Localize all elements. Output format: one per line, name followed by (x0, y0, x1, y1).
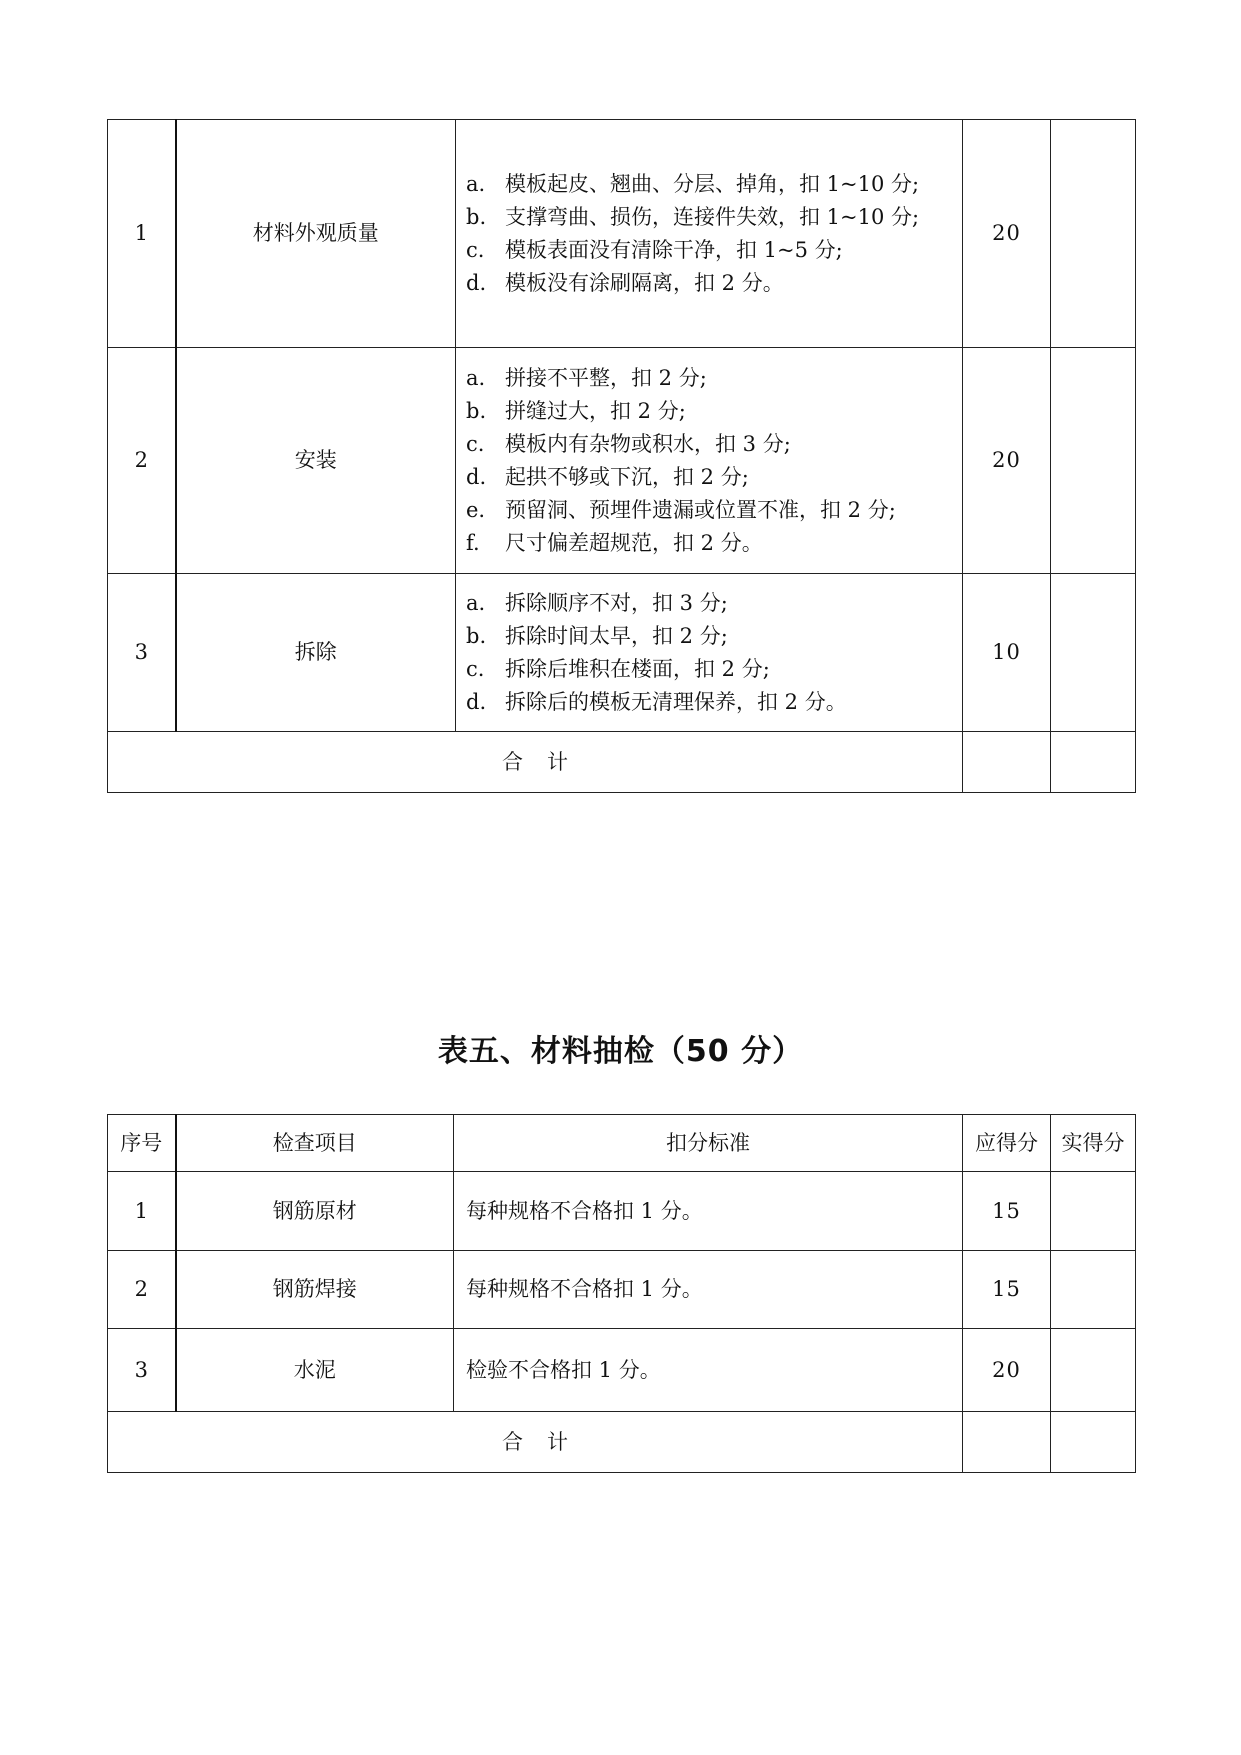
table-row (108, 1329, 1136, 1412)
criteria-text: 尺寸偏差超规范，扣 2 分。 (505, 530, 763, 555)
check-item: 水泥 (176, 1329, 454, 1412)
material-inspection-table (107, 1114, 1136, 1473)
criteria-text: 拆除时间太早，扣 2 分; (505, 623, 728, 648)
criteria-line (466, 234, 948, 267)
deduction-criteria: 检验不合格扣 1 分。 (454, 1329, 963, 1412)
criteria-letter: b. (466, 204, 487, 229)
actual-score[interactable] (1051, 348, 1136, 574)
criteria-text: 模板起皮、翘曲、分层、掉角，扣 1~10 分; (505, 171, 920, 196)
criteria-text: 拼接不平整，扣 2 分; (505, 365, 707, 390)
criteria-line (466, 686, 948, 719)
actual-score[interactable] (1051, 1251, 1136, 1329)
criteria-letter: d. (466, 270, 487, 295)
criteria-letter: c. (466, 431, 485, 456)
deduction-criteria (456, 120, 963, 348)
check-item: 钢筋原材 (176, 1172, 454, 1251)
criteria-text: 拆除后堆积在楼面，扣 2 分; (505, 656, 770, 681)
check-item: 钢筋焊接 (176, 1251, 454, 1329)
criteria-letter: b. (466, 398, 487, 423)
header-check-item: 检查项目 (176, 1115, 454, 1172)
criteria-letter: a. (466, 171, 486, 196)
criteria-text: 起拱不够或下沉，扣 2 分; (505, 464, 749, 489)
table-row (108, 348, 1136, 574)
header-criteria: 扣分标准 (454, 1115, 963, 1172)
deduction-criteria (456, 574, 963, 732)
total-label: 合计 (502, 1429, 592, 1454)
row-number: 1 (108, 1172, 176, 1251)
row-number: 1 (108, 120, 176, 348)
criteria-line (466, 494, 948, 527)
total-row (108, 732, 1136, 793)
table-row (108, 1172, 1136, 1251)
total-actual-score[interactable] (1051, 1412, 1136, 1473)
criteria-text: 模板内有杂物或积水，扣 3 分; (505, 431, 791, 456)
criteria-letter: b. (466, 623, 487, 648)
criteria-text: 模板没有涂刷隔离，扣 2 分。 (505, 270, 784, 295)
formwork-scoring-table (107, 119, 1136, 793)
criteria-letter: d. (466, 689, 487, 714)
header-max-score: 应得分 (963, 1115, 1051, 1172)
actual-score[interactable] (1051, 1329, 1136, 1412)
deduction-criteria (456, 348, 963, 574)
table-row (108, 1251, 1136, 1329)
criteria-text: 拼缝过大，扣 2 分; (505, 398, 686, 423)
criteria-line (466, 653, 948, 686)
table-row (108, 574, 1136, 732)
criteria-line (466, 201, 948, 234)
max-score: 15 (963, 1172, 1051, 1251)
max-score: 20 (963, 348, 1051, 574)
criteria-line (466, 362, 948, 395)
actual-score[interactable] (1051, 574, 1136, 732)
total-max-score (963, 732, 1051, 793)
criteria-letter: d. (466, 464, 487, 489)
total-label-cell (108, 1412, 963, 1473)
max-score: 15 (963, 1251, 1051, 1329)
criteria-letter: c. (466, 237, 485, 262)
row-number: 3 (108, 1329, 176, 1412)
check-item: 拆除 (176, 574, 456, 732)
deduction-criteria: 每种规格不合格扣 1 分。 (454, 1251, 963, 1329)
check-item: 安装 (176, 348, 456, 574)
check-item: 材料外观质量 (176, 120, 456, 348)
criteria-letter: e. (466, 497, 486, 522)
criteria-line (466, 395, 948, 428)
row-number: 2 (108, 348, 176, 574)
deduction-criteria: 每种规格不合格扣 1 分。 (454, 1172, 963, 1251)
max-score: 20 (963, 120, 1051, 348)
criteria-text: 模板表面没有清除干净，扣 1~5 分; (505, 237, 843, 262)
total-label: 合计 (502, 749, 592, 774)
criteria-line (466, 428, 948, 461)
max-score: 10 (963, 574, 1051, 732)
criteria-text: 拆除顺序不对，扣 3 分; (505, 590, 728, 615)
criteria-line (466, 267, 948, 300)
criteria-line (466, 461, 948, 494)
section-title: 表五、材料抽检（50 分） (437, 1034, 804, 1069)
total-actual-score[interactable] (1051, 732, 1136, 793)
header-number: 序号 (108, 1115, 176, 1172)
total-row (108, 1412, 1136, 1473)
max-score: 20 (963, 1329, 1051, 1412)
criteria-letter: c. (466, 656, 485, 681)
row-number: 2 (108, 1251, 176, 1329)
criteria-text: 拆除后的模板无清理保养，扣 2 分。 (505, 689, 847, 714)
criteria-letter: a. (466, 590, 486, 615)
criteria-text: 预留洞、预埋件遗漏或位置不准，扣 2 分; (505, 497, 896, 522)
criteria-letter: f. (466, 530, 480, 555)
criteria-line (466, 620, 948, 653)
total-label-cell (108, 732, 963, 793)
criteria-line (466, 587, 948, 620)
criteria-line (466, 527, 948, 560)
header-actual-score: 实得分 (1051, 1115, 1136, 1172)
row-number: 3 (108, 574, 176, 732)
actual-score[interactable] (1051, 120, 1136, 348)
table-header-row (108, 1115, 1136, 1172)
actual-score[interactable] (1051, 1172, 1136, 1251)
criteria-text: 支撑弯曲、损伤，连接件失效，扣 1~10 分; (505, 204, 920, 229)
criteria-line (466, 168, 948, 201)
total-max-score (963, 1412, 1051, 1473)
table-row (108, 120, 1136, 348)
criteria-letter: a. (466, 365, 486, 390)
